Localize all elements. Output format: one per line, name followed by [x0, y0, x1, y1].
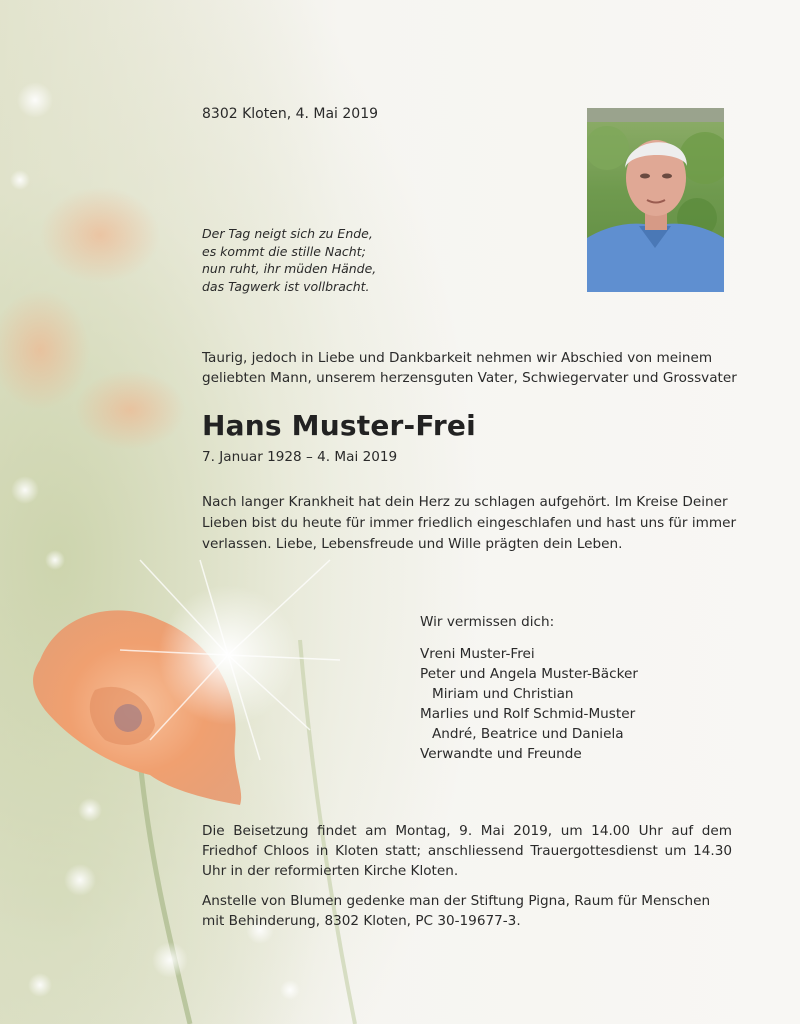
portrait-photo — [587, 108, 724, 292]
mourner-name: Marlies und Rolf Schmid-Muster — [420, 706, 636, 722]
verse-line: das Tagwerk ist vollbracht. — [202, 278, 370, 294]
verse-line: Der Tag neigt sich zu Ende, — [202, 226, 373, 241]
mourner-name: Miriam und Christian — [432, 686, 574, 702]
funeral-notice: Die Beisetzung findet am Montag, 9. Mai 2019, um 14.00 Uhr auf dem Friedhof Chloos in Kloten statt; anschliessend Trauergottesdienst um 14.30 Uhr in der reformierten Kirche Kloten. — [202, 823, 732, 879]
verse — [202, 225, 376, 295]
intro-text: Taurig, jedoch in Liebe und Dankbarkeit nehmen wir Abschied von meinem geliebten Mann, unserem herzensguten Vater, Schwiegervater und Grossvater — [202, 350, 737, 386]
portrait-image — [587, 108, 724, 292]
verse-line: nun ruht, ihr müden Hände, — [202, 261, 377, 276]
mourner-name: André, Beatrice und Daniela — [432, 726, 624, 742]
mourner-name: Verwandte und Freunde — [420, 746, 582, 762]
message-text: Nach langer Krankheit hat dein Herz zu schlagen aufgehört. Im Kreise Deiner Lieben bist du heute für immer friedlich eingeschlafen und hast uns für immer verlassen. Liebe, Lebensfreude und Wille prägten dein Leben. — [202, 494, 737, 552]
life-dates: 7. Januar 1928 – 4. Mai 2019 — [202, 449, 398, 465]
mourner-name: Peter und Angela Muster-Bäcker — [420, 666, 638, 682]
verse-line: es kommt die stille Nacht; — [202, 243, 366, 259]
mourners-heading: Wir vermissen dich: — [420, 614, 555, 630]
deceased-name: Hans Muster-Frei — [202, 409, 476, 442]
place-date: 8302 Kloten, 4. Mai 2019 — [202, 106, 379, 122]
donation-notice: Anstelle von Blumen gedenke man der Stiftung Pigna, Raum für Menschen mit Behinderung, 8302 Kloten, PC 30-19677-3. — [202, 893, 711, 929]
mourners-list — [420, 612, 638, 764]
mourner-name: Vreni Muster-Frei — [420, 646, 535, 662]
